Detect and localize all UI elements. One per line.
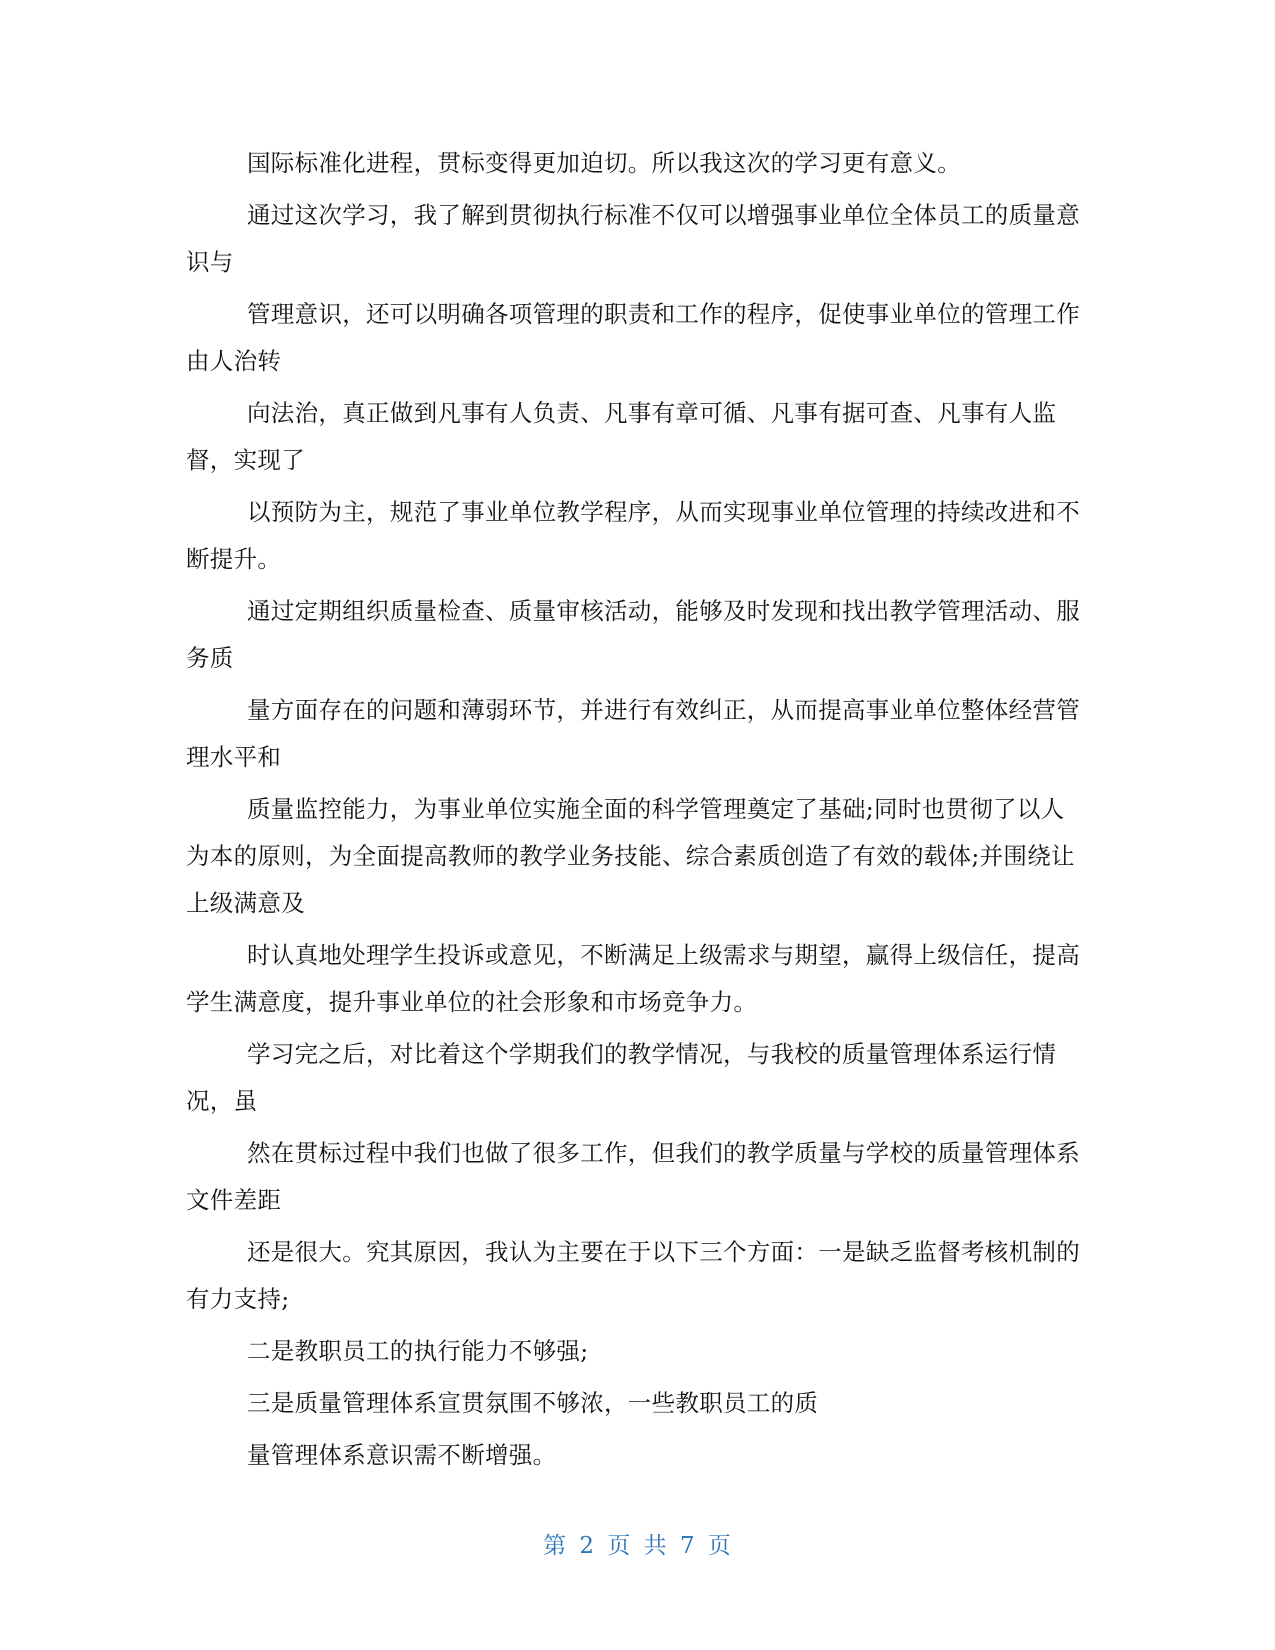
- paragraph: 质量监控能力，为事业单位实施全面的科学管理奠定了基础;同时也贯彻了以人为本的原则，为全面提高教师的教学业务技能、综合素质创造了有效的载体;并围绕让上级满意及: [186, 795, 1075, 917]
- paragraph: 管理意识，还可以明确各项管理的职责和工作的程序，促使事业单位的管理工作由人治转: [186, 300, 1080, 375]
- page-number-footer: [0, 1531, 1275, 1561]
- paragraph: 以预防为主，规范了事业单位教学程序，从而实现事业单位管理的持续改进和不断提升。: [186, 498, 1080, 573]
- paragraph: 二是教职员工的执行能力不够强;: [247, 1337, 589, 1365]
- footer-total-word: 共: [643, 1533, 668, 1559]
- current-page-number: 2: [579, 1533, 596, 1559]
- paragraph: 时认真地处理学生投诉或意见，不断满足上级需求与期望，赢得上级信任，提高学生满意度，提升事业单位的社会形象和市场竞争力。: [186, 941, 1080, 1016]
- document-body: [186, 140, 1086, 1484]
- footer-suffix: 页: [707, 1533, 732, 1559]
- paragraph: 量管理体系意识需不断增强。: [247, 1441, 557, 1469]
- paragraph: 向法治，真正做到凡事有人负责、凡事有章可循、凡事有据可查、凡事有人监督，实现了: [186, 399, 1057, 474]
- paragraph: 通过这次学习，我了解到贯彻执行标准不仅可以增强事业单位全体员工的质量意识与: [186, 201, 1080, 276]
- footer-prefix: 第: [543, 1533, 568, 1559]
- paragraph: 量方面存在的问题和薄弱环节，并进行有效纠正，从而提高事业单位整体经营管理水平和: [186, 696, 1080, 771]
- footer-page-word: 页: [607, 1533, 632, 1559]
- paragraph: 还是很大。究其原因，我认为主要在于以下三个方面：一是缺乏监督考核机制的有力支持;: [186, 1238, 1080, 1313]
- paragraph: 然在贯标过程中我们也做了很多工作，但我们的教学质量与学校的质量管理体系文件差距: [186, 1139, 1080, 1214]
- paragraph: 学习完之后，对比着这个学期我们的教学情况，与我校的质量管理体系运行情况，虽: [186, 1040, 1057, 1115]
- total-pages-number: 7: [679, 1533, 696, 1559]
- paragraph: 三是质量管理体系宣贯氛围不够浓，一些教职员工的质: [247, 1389, 819, 1417]
- paragraph: 通过定期组织质量检查、质量审核活动，能够及时发现和找出教学管理活动、服务质: [186, 597, 1080, 672]
- paragraph: 国际标准化进程，贯标变得更加迫切。所以我这次的学习更有意义。: [247, 149, 961, 177]
